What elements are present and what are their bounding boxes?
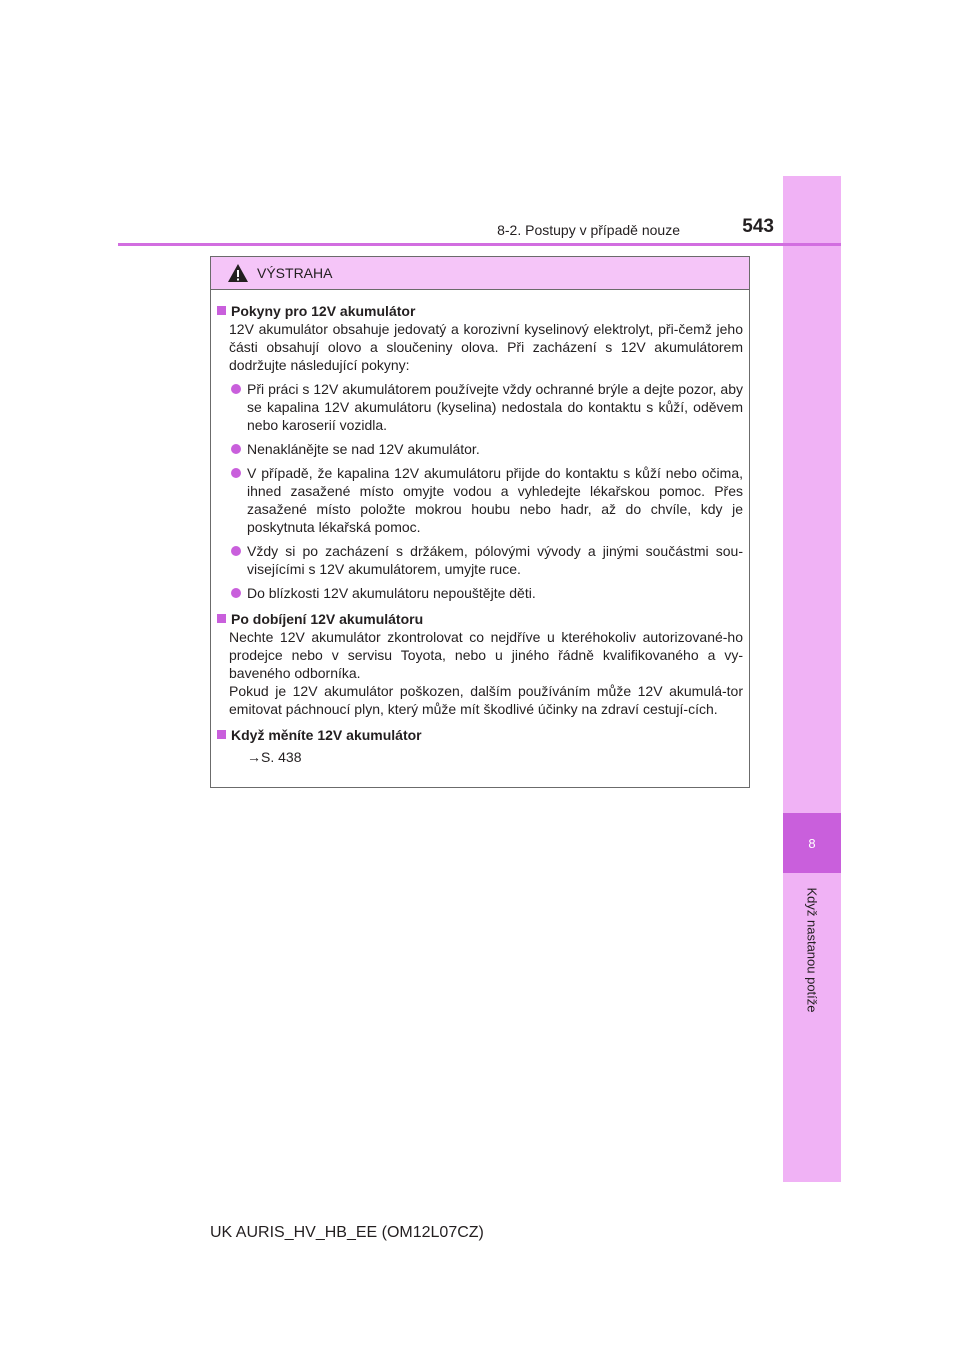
circle-bullet-icon [231, 468, 241, 478]
list-item: V případě, že kapalina 12V akumulátoru přijde do kontaktu s kůží nebo očima, ihned zasažené místo omyjte vodou a vyhledejte lékařskou pomoc. Přes zasažené místo položte mokrou houbu nebo hadr, až do chvíle, kdy je poskytnuta lékařská pomoc. [217, 464, 743, 536]
warning-box [210, 256, 750, 788]
section-after-charging [217, 610, 743, 718]
chapter-side-tab [783, 176, 841, 1182]
square-bullet-icon [217, 730, 226, 739]
page-reference-link[interactable]: →S. 438 [247, 749, 302, 765]
header-divider [118, 243, 841, 246]
list-item: Vždy si po zacházení s držákem, pólovými vývody a jinými součástmi sou-visejícími s 12V akumulátorem, umyjte ruce. [217, 542, 743, 578]
chapter-title-vertical: Když nastanou potíže [804, 887, 820, 1013]
circle-bullet-icon [231, 588, 241, 598]
square-bullet-icon [217, 306, 226, 315]
section-paragraph: 12V akumulátor obsahuje jedovatý a korozivní kyselinový elektrolyt, při-čemž jeho části obsahují olovo a sloučeniny olova. Při zacházení s 12V akumulátorem dodržujte následující pokyny: [229, 321, 743, 373]
warning-title: VÝSTRAHA [257, 265, 333, 281]
section-title: 8-2. Postupy v případě nouze [497, 222, 680, 238]
section-battery-instructions [217, 302, 743, 602]
warning-triangle-icon [227, 263, 249, 283]
warning-body [211, 290, 749, 766]
circle-bullet-icon [231, 546, 241, 556]
chapter-number-tab: 8 [783, 813, 841, 873]
list-item: Do blízkosti 12V akumulátoru nepouštějte děti. [217, 584, 743, 602]
circle-bullet-icon [231, 384, 241, 394]
warning-header [211, 257, 749, 290]
footer-model-code: UK AURIS_HV_HB_EE (OM12L07CZ) [210, 1224, 484, 1241]
circle-bullet-icon [231, 444, 241, 454]
list-item: Při práci s 12V akumulátorem používejte vždy ochranné brýle a dejte pozor, aby se kapalina 12V akumulátoru (kyselina) nedostala do kontaktu s kůží, oděvem nebo karoserií vozidla. [217, 380, 743, 434]
section-paragraph: Nechte 12V akumulátor zkontrolovat co nejdříve u kteréhokoliv autorizované-ho prodejce nebo v servisu Toyota, nebo u jiného řádně kvalifikovaného a vy-baveného odborníka. [229, 629, 743, 681]
section-heading: Po dobíjení 12V akumulátoru [217, 610, 743, 628]
section-heading: Pokyny pro 12V akumulátor [217, 302, 743, 320]
page-number: 543 [742, 216, 774, 237]
section-heading: Když měníte 12V akumulátor [217, 726, 743, 744]
list-item: Nenaklánějte se nad 12V akumulátor. [217, 440, 743, 458]
section-replacing-battery [217, 726, 743, 766]
square-bullet-icon [217, 614, 226, 623]
section-paragraph: Pokud je 12V akumulátor poškozen, dalším používáním může 12V akumulá-tor emitovat páchnoucí plyn, který může mít škodlivé účinky na zdraví cestují-cích. [229, 683, 743, 717]
